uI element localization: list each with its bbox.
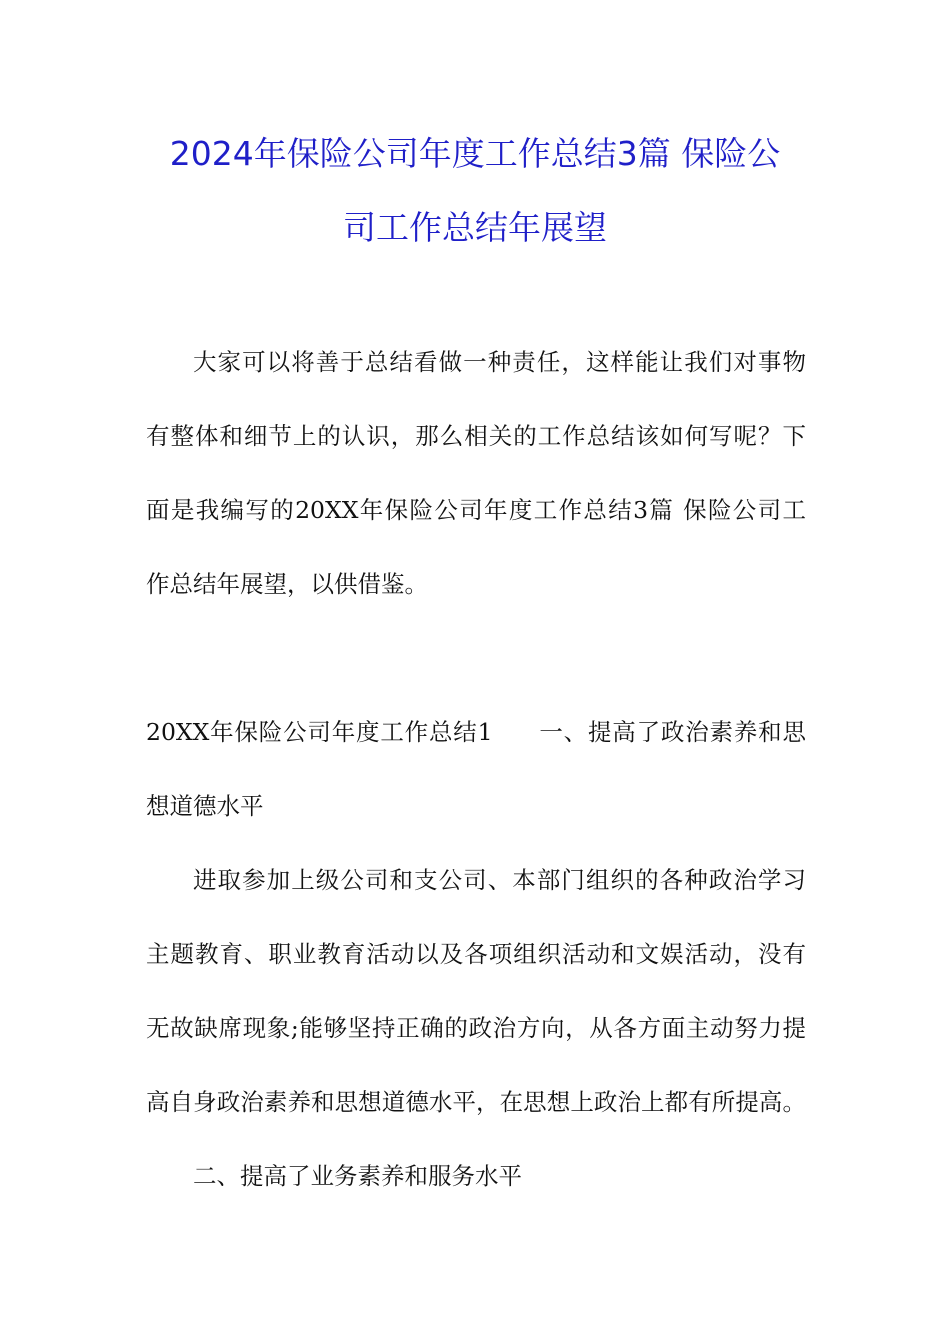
intro-line-3: 面是我编写的20XX年保险公司年度工作总结3篇 保险公司工 <box>146 496 806 524</box>
intro-line-4: 作总结年展望，以供借鉴。 <box>146 570 428 598</box>
subheading-2: 二、提高了业务素养和服务水平 <box>193 1162 522 1190</box>
document-title-line-2: 司工作总结年展望 <box>343 208 607 247</box>
document-title-line-1: 2024年保险公司年度工作总结3篇 保险公 <box>169 134 781 173</box>
intro-line-1: 大家可以将善于总结看做一种责任，这样能让我们对事物 <box>193 348 806 376</box>
section1-heading-cont: 想道德水平 <box>146 792 264 820</box>
intro-line-2: 有整体和细节上的认识，那么相关的工作总结该如何写呢？下 <box>146 422 806 450</box>
para1-line-2: 主题教育、职业教育活动以及各项组织活动和文娱活动，没有 <box>146 940 806 968</box>
section1-heading <box>146 716 806 748</box>
para1-line-4: 高自身政治素养和思想道德水平，在思想上政治上都有所提高。 <box>146 1088 806 1116</box>
para1-line-3: 无故缺席现象;能够坚持正确的政治方向，从各方面主动努力提 <box>146 1014 806 1042</box>
section1-heading-left: 20XX年保险公司年度工作总结1 <box>146 718 493 746</box>
para1-line-1: 进取参加上级公司和支公司、本部门组织的各种政治学习 <box>193 866 806 894</box>
section1-heading-right: 一、提高了政治素养和思 <box>538 718 806 746</box>
